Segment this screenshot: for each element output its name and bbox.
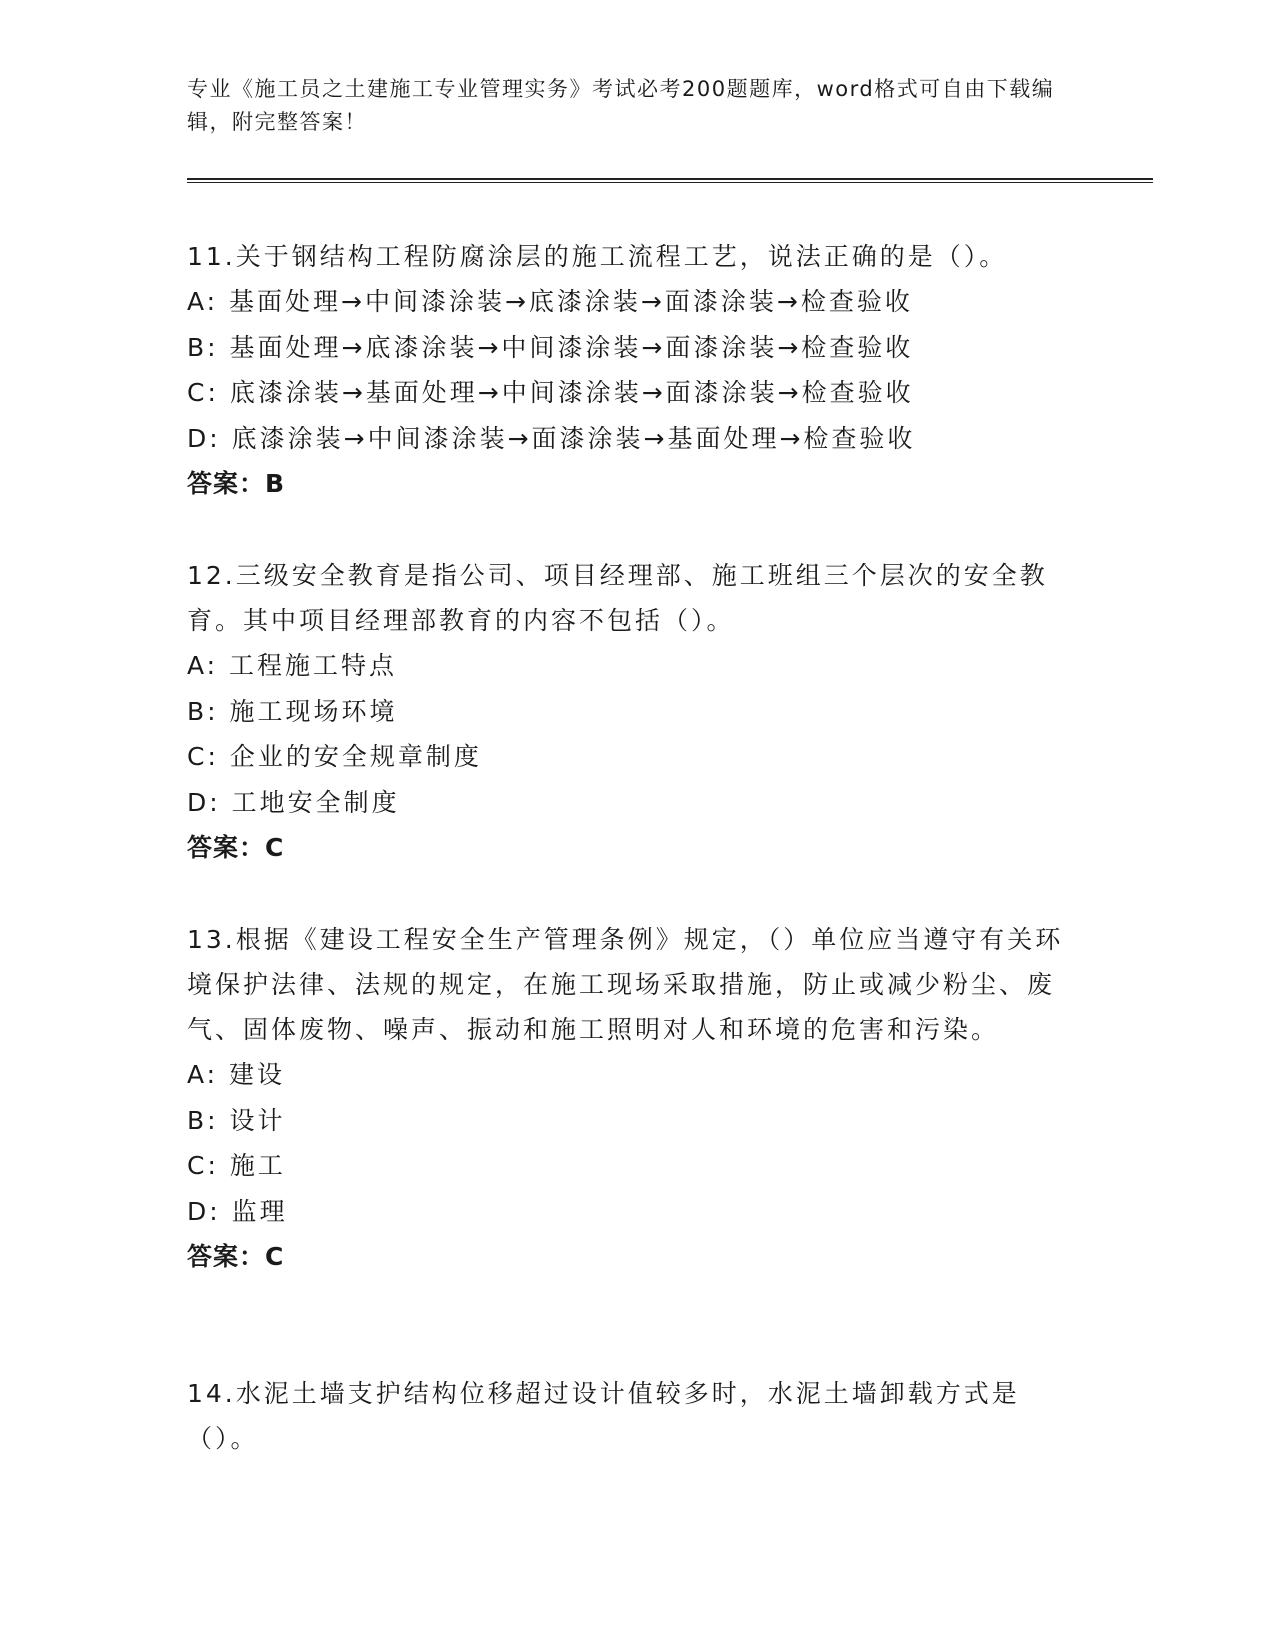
answer-line: 答案：C: [187, 1242, 285, 1271]
option-a: A: 建设: [187, 1060, 286, 1089]
header-divider-thin: [187, 182, 1153, 183]
option-a: A: 工程施工特点: [187, 651, 398, 680]
option-b: B: 设计: [187, 1105, 286, 1135]
option-d: D: 监理: [187, 1196, 288, 1226]
question-14: [187, 1371, 1067, 1461]
question-stem: 12.三级安全教育是指公司、项目经理部、施工班组三个层次的安全教育。其中项目经理部教育的内容不包括（）。: [187, 561, 1048, 635]
option-a: A: 基面处理→中间漆涂装→底漆涂装→面漆涂装→检查验收: [187, 287, 913, 316]
question-stem: 14.水泥土墙支护结构位移超过设计值较多时，水泥土墙卸载方式是（）。: [187, 1379, 1020, 1453]
question-stem: 13.根据《建设工程安全生产管理条例》规定，（）单位应当遵守有关环境保护法律、法规的规定，在施工现场采取措施，防止或减少粉尘、废气、固体废物、噪声、振动和施工照明对人和环境的危害和污染。: [187, 925, 1064, 1044]
option-b: B: 基面处理→底漆涂装→中间漆涂装→面漆涂装→检查验收: [187, 332, 914, 362]
answer-line: 答案：B: [187, 469, 286, 498]
option-d: D: 底漆涂装→中间漆涂装→面漆涂装→基面处理→检查验收: [187, 423, 916, 453]
question-13: [187, 917, 1067, 1280]
option-c: C: 施工: [187, 1151, 286, 1180]
header-divider-thick: [187, 178, 1153, 180]
question-stem: 11.关于钢结构工程防腐涂层的施工流程工艺，说法正确的是（）。: [187, 242, 1008, 271]
document-header: 专业《施工员之土建施工专业管理实务》考试必考200题题库，word格式可自由下载编辑，附完整答案！: [187, 77, 1055, 134]
option-c: C: 底漆涂装→基面处理→中间漆涂装→面漆涂装→检查验收: [187, 378, 914, 407]
option-b: B: 施工现场环境: [187, 696, 398, 726]
question-11: [187, 234, 1067, 507]
answer-line: 答案：C: [187, 833, 285, 862]
option-c: C: 企业的安全规章制度: [187, 742, 482, 771]
question-12: [187, 553, 1067, 871]
option-d: D: 工地安全制度: [187, 787, 400, 817]
